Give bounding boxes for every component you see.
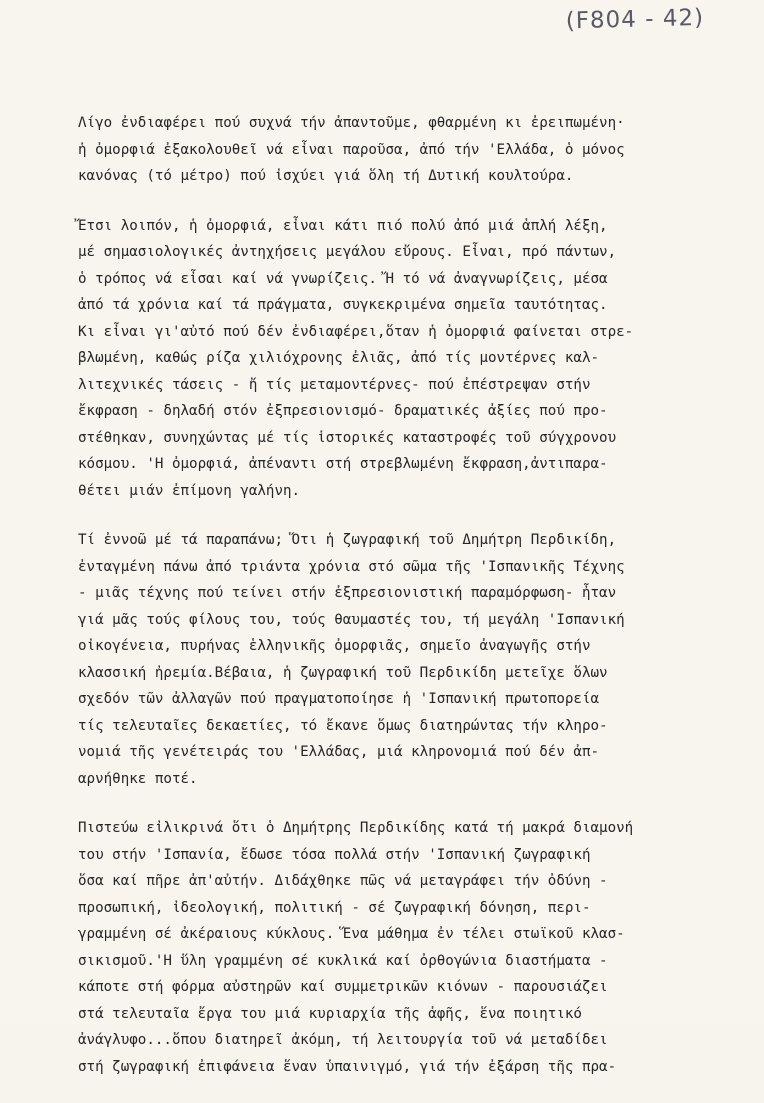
text-line: ἔκφραση - δηλαδή στόν ἐξπρεσιονισμό- δραματικές ἀξίες πού προ- bbox=[78, 403, 608, 419]
text-line: κανόνας (τό μέτρο) πού ἰσχύει γιά ὅλη τή Δυτική κουλτούρα. bbox=[78, 168, 574, 184]
text-line: νομιά τῆς γενέτειράς του 'Ελλάδας, μιά κληρονομιά πού δέν ἀπ- bbox=[78, 744, 600, 760]
text-line: σικισμοῦ.'Η ὕλη γραμμένη σέ κυκλικά καί ὀρθογώνια διαστήματα - bbox=[78, 952, 608, 969]
text-line: αρνήθηκε ποτέ. bbox=[78, 770, 198, 787]
paragraph-2 bbox=[78, 213, 708, 505]
text-line: ὅσα καί πῆρε ἀπ'αὐτήν. Διδάχθηκε πῶς νά μεταγράφει τήν ὀδύνη - bbox=[78, 873, 608, 889]
text-line: ἡ ὀμορφιά ἐξακολουθεῖ νά εἶναι παροῦσα, ἀπό τήν 'Ελλάδα, ὁ μόνος bbox=[78, 141, 625, 158]
text-line: Πιστεύω εἰλικρινά ὅτι ὁ Δημήτρης Περδικίδης κατά τή μακρά διαμονή bbox=[78, 820, 634, 836]
text-line: Ἔτσι λοιπόν, ἡ ὀμορφιά, εἶναι κάτι πιό πολύ ἀπό μιά ἁπλή λέξη, bbox=[78, 217, 608, 234]
text-line: Κι εἶναι γι'αὐτό πού δέν ἐνδιαφέρει,ὅταν ἡ ὀμορφιά φαίνεται στρε- bbox=[78, 323, 634, 340]
text-line: ἀνάγλυφο...ὅπου διατηρεῖ ἀκόμη, τή λειτουργία τοῦ νά μεταδίδει bbox=[78, 1032, 608, 1048]
text-line: βλωμένη, καθώς ρίζα χιλιόχρονης ἐλιᾶς, ἀπό τίς μοντέρνες καλ- bbox=[78, 350, 600, 366]
text-line: κόσμου. 'Η ὀμορφιά, ἀπέναντι στή στρεβλωμένη ἔκφραση,ἀντιπαρα- bbox=[78, 456, 608, 472]
text-line: γραμμένη σέ ἀκέραιους κύκλους. Ἕνα μάθημα ἐν τέλει στωϊκοῦ κλασ- bbox=[78, 926, 625, 942]
text-line: του στήν 'Ισπανία, ἔδωσε τόσα πολλά στήν 'Ισπανική ζωγραφική bbox=[78, 846, 591, 863]
text-line: λιτεχνικές τάσεις - ἤ τίς μεταμοντέρνες- πού ἐπέστρεψαν στήν bbox=[78, 376, 591, 393]
text-line: σχεδόν τῶν ἀλλαγῶν πού πραγματοποίησε ἡ 'Ισπανική πρωτοπορεία bbox=[78, 691, 600, 707]
text-line: Τί ἐννοῶ μέ τά παραπάνω; Ὅτι ἡ ζωγραφική τοῦ Δημήτρη Περδικίδη, bbox=[78, 532, 617, 548]
text-line: ὁ τρόπος νά εἶσαι καί νά γνωρίζεις. Ἤ τό νά ἀναγνωρίζεις, μέσα bbox=[78, 270, 608, 287]
text-line: προσωπική, ἰδεολογική, πολιτική - σέ ζωγραφική δόνηση, περι- bbox=[78, 899, 591, 916]
text-line: μέ σημασιολογικές ἀντηχήσεις μεγάλου εὔρους. Εἶναι, πρό πάντων, bbox=[78, 244, 617, 260]
paragraph-1 bbox=[78, 110, 708, 190]
text-line: ἐνταγμένη πάνω ἀπό τριάντα χρόνια στό σῶμα τῆς 'Ισπανικῆς Τέχνης bbox=[78, 558, 625, 575]
text-line: τίς τελευταῖες δεκαετίες, τό ἔκανε ὅμως διατηρώντας τήν κληρο- bbox=[78, 717, 608, 734]
text-line: στή ζωγραφική ἐπιφάνεια ἕναν ὑπαινιγμό, γιά τήν ἐξάρση τῆς πρα- bbox=[78, 1058, 617, 1075]
text-line: Λίγο ἐνδιαφέρει πού συχνά τήν ἀπαντοῦμε, φθαρμένη κι ἐρειπωμένη· bbox=[78, 115, 625, 131]
text-line: γιά μᾶς τούς φίλους του, τούς θαυμαστές του, τή μεγάλη 'Ισπανική bbox=[78, 611, 625, 628]
text-line: οἰκογένεια, πυρήνας ἑλληνικῆς ὀμορφιᾶς, σημεῖο ἀναγωγῆς στήν bbox=[78, 638, 591, 654]
text-line: στά τελευταῖα ἔργα του μιά κυριαρχία τῆς ἀφῆς, ἕνα ποιητικό bbox=[78, 1005, 582, 1022]
text-line: ἀπό τά χρόνια καί τά πράγματα, συγκεκριμένα σημεῖα ταυτότητας. bbox=[78, 297, 608, 313]
handwritten-reference-note: (F804 - 42) bbox=[565, 4, 705, 35]
paragraph-3 bbox=[78, 527, 708, 792]
text-line: κλασσική ἠρεμία.Βέβαια, ἡ ζωγραφική τοῦ Περδικίδη μετεῖχε ὅλων bbox=[78, 664, 608, 681]
text-line: - μιᾶς τέχνης πού τείνει στήν ἐξπρεσιονιστική παραμόρφωση- ἦταν bbox=[78, 585, 617, 601]
paragraph-4 bbox=[78, 815, 708, 1080]
text-line: στέθηκαν, συνηχώντας μέ τίς ἱστορικές καταστροφές τοῦ σύγχρονου bbox=[78, 429, 617, 446]
text-line: θέτει μιάν ἐπίμονη γαλήνη. bbox=[78, 482, 301, 499]
text-line: κάποτε στή φόρμα αὐστηρῶν καί συμμετρικῶν κιόνων - παρουσιάζει bbox=[78, 979, 608, 995]
typed-text-body bbox=[78, 110, 708, 1103]
